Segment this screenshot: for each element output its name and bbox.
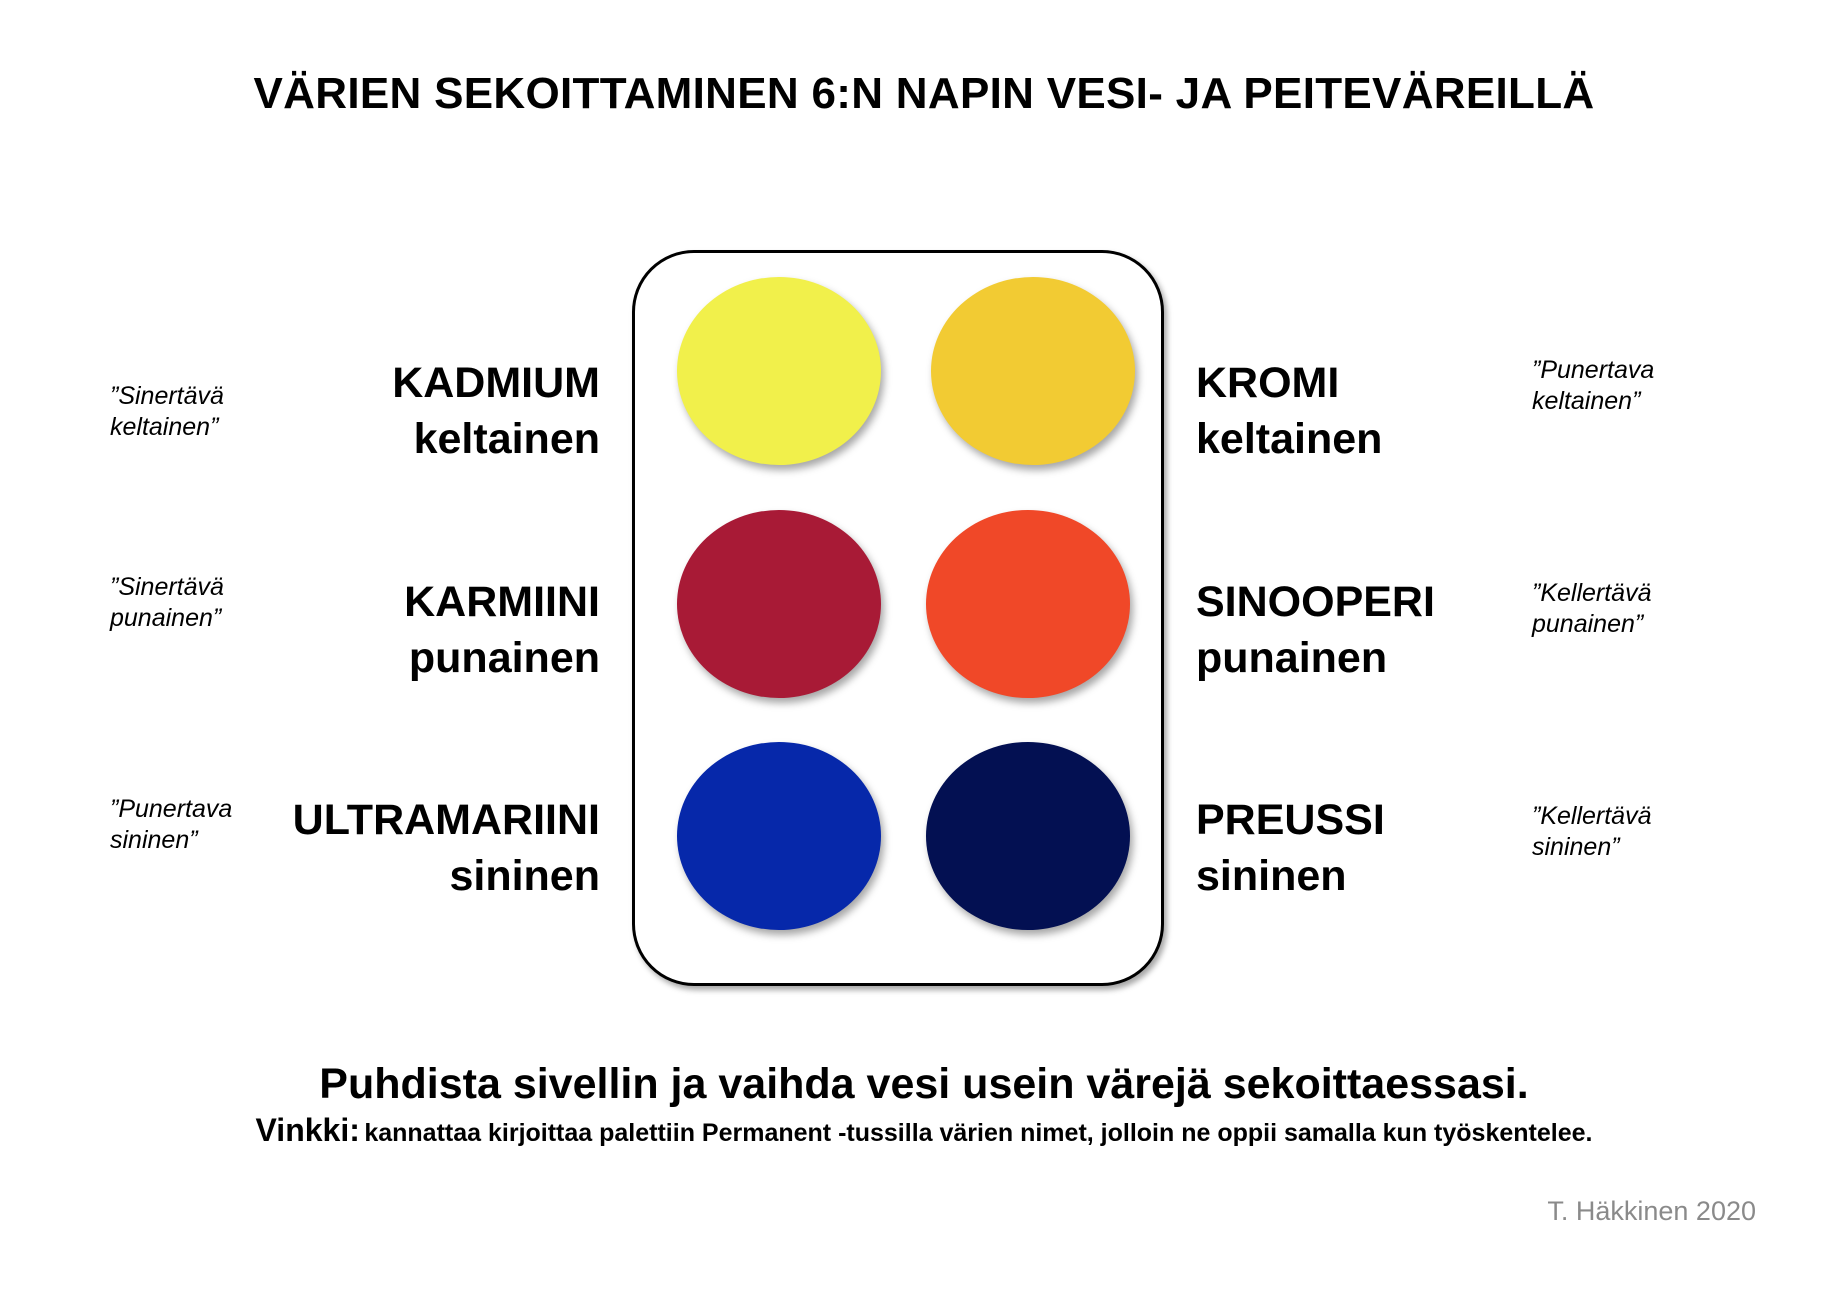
description-line1: ”Punertava xyxy=(1532,356,1655,384)
color-name-line1: ULTRAMARIINI xyxy=(292,796,600,844)
color-name-preussi xyxy=(1196,792,1385,904)
description-line1: ”Sinertävä xyxy=(110,573,224,601)
color-name-line2: sininen xyxy=(1196,852,1347,900)
color-name-kromi xyxy=(1196,355,1382,467)
color-description-sinooperi xyxy=(1532,578,1652,640)
cleaning-tip: Puhdista sivellin ja vaihda vesi usein värejä sekoittaessasi. xyxy=(319,1060,1529,1108)
color-name-line2: keltainen xyxy=(413,415,600,463)
paint-pan-kadmium xyxy=(677,277,881,465)
description-line2: sininen” xyxy=(110,826,198,854)
color-name-ultramariini xyxy=(270,792,600,904)
color-description-karmiini xyxy=(110,572,224,634)
description-line2: punainen” xyxy=(110,604,222,632)
color-description-kromi xyxy=(1532,355,1654,417)
color-name-line1: KROMI xyxy=(1196,359,1340,407)
description-line2: punainen” xyxy=(1532,610,1644,638)
color-name-line2: keltainen xyxy=(1196,415,1383,463)
color-name-line2: sininen xyxy=(449,852,600,900)
color-name-line2: punainen xyxy=(1196,634,1388,682)
color-name-line1: SINOOPERI xyxy=(1196,578,1435,626)
color-name-kadmium xyxy=(270,355,600,467)
color-name-line1: KADMIUM xyxy=(392,359,600,407)
color-description-ultramariini xyxy=(110,794,232,856)
description-line1: ”Kellertävä xyxy=(1532,579,1652,607)
description-line2: keltainen” xyxy=(110,413,219,441)
hint-line xyxy=(0,1112,1848,1149)
description-line1: ”Sinertävä xyxy=(110,382,224,410)
color-name-line1: KARMIINI xyxy=(404,578,600,626)
paint-pan-kromi xyxy=(931,277,1135,465)
hint-label: Vinkki: xyxy=(255,1112,360,1148)
color-name-karmiini xyxy=(270,574,600,686)
page-title: VÄRIEN SEKOITTAMINEN 6:N NAPIN VESI- JA PEITEVÄREILLÄ xyxy=(253,69,1595,118)
paint-pan-karmiini xyxy=(677,510,881,698)
color-name-sinooperi xyxy=(1196,574,1435,686)
color-description-preussi xyxy=(1532,801,1652,863)
paint-pan-preussi xyxy=(926,742,1130,930)
color-description-kadmium xyxy=(110,381,224,443)
color-name-line2: punainen xyxy=(408,634,600,682)
description-line2: keltainen” xyxy=(1532,387,1641,415)
description-line2: sininen” xyxy=(1532,833,1620,861)
author-credit: T. Häkkinen 2020 xyxy=(1547,1196,1756,1226)
color-name-line1: PREUSSI xyxy=(1196,796,1385,844)
paint-pan-sinooperi xyxy=(926,510,1130,698)
paint-pan-ultramariini xyxy=(677,742,881,930)
hint-text: kannattaa kirjoittaa palettiin Permanent -tussilla värien nimet, jolloin ne oppii samalla kun työskentelee. xyxy=(364,1119,1593,1147)
description-line1: ”Punertava xyxy=(110,795,233,823)
description-line1: ”Kellertävä xyxy=(1532,802,1652,830)
